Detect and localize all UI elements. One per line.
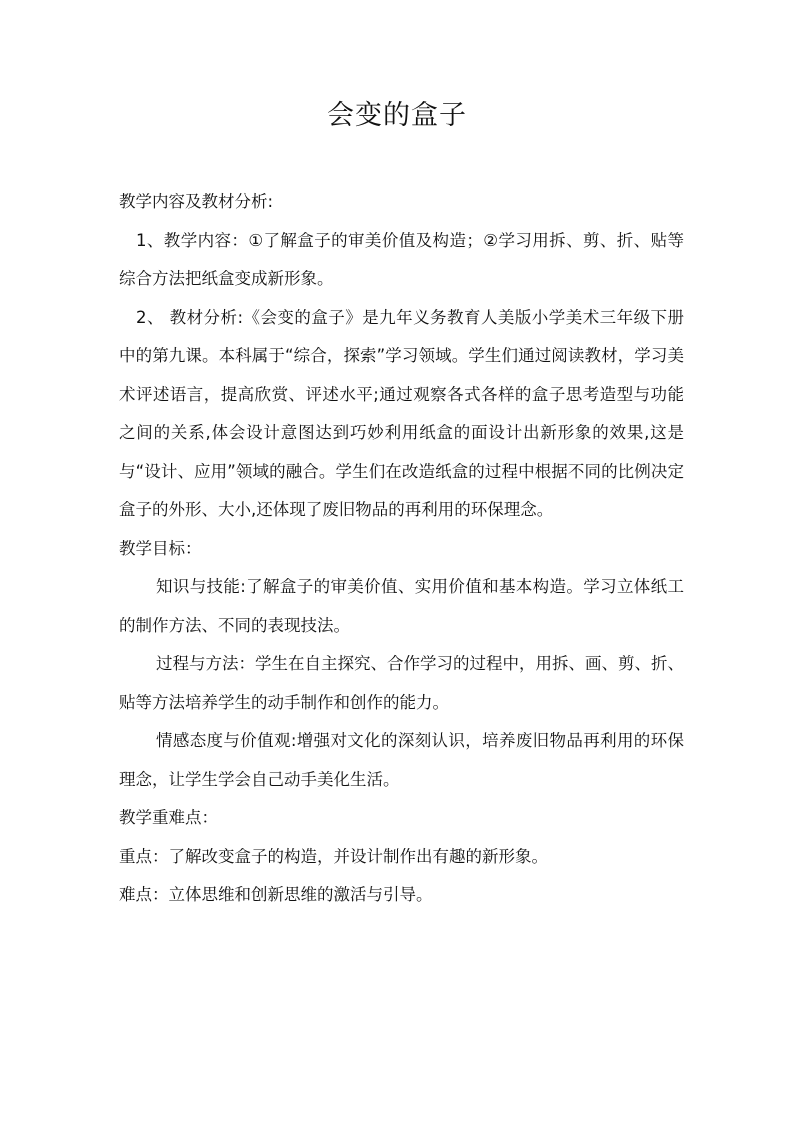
paragraph-key-point: 重点：了解改变盒子的构造，并设计制作出有趣的新形象。 — [119, 846, 548, 866]
paragraph-teaching-content: 1、教学内容：①了解盒子的审美价值及构造；②学习用拆、剪、折、贴等综合方法把纸盒变成新形象。 — [119, 230, 684, 288]
paragraph-difficult-point: 难点：立体思维和创新思维的激活与引导。 — [119, 885, 433, 904]
section-heading-teaching-goals: 教学目标： — [119, 538, 202, 558]
document-body — [119, 183, 684, 915]
section-heading-content-analysis: 教学内容及教材分析: — [119, 192, 274, 211]
paragraph-material-analysis: 2、 教材分析:《会变的盒子》是九年义务教育人美版小学美术三年级下册中的第九课。本科属于“综合，探索”学习领域。学生们通过阅读教材，学习美术评述语言，提高欣赏、评述水平;通过观察各式各样的盒子思考造型与功能之间的关系,体会设计意图达到巧妙利用纸盒的面设计出新形象的效果,这是与“设计、应用”领域的融合。学生们在改造纸盒的过程中根据不同的比例决定盒子的外形、大小,还体现了废旧物品的再利用的环保理念。 — [119, 307, 684, 519]
page-title: 会变的盒子 — [327, 100, 467, 131]
paragraph-attitude-values: 情感态度与价值观:增强对文化的深刻认识，培养废旧物品再利用的环保理念，让学生学会自己动手美化生活。 — [119, 731, 684, 789]
section-heading-key-difficult-points: 教学重难点： — [119, 808, 218, 827]
paragraph-process-methods: 过程与方法：学生在自主探究、合作学习的过程中，用拆、画、剪、折、贴等方法培养学生的动手制作和创作的能力。 — [119, 654, 684, 712]
paragraph-knowledge-skills: 知识与技能:了解盒子的审美价值、实用价值和基本构造。学习立体纸工的制作方法、不同的表现技法。 — [119, 577, 684, 635]
